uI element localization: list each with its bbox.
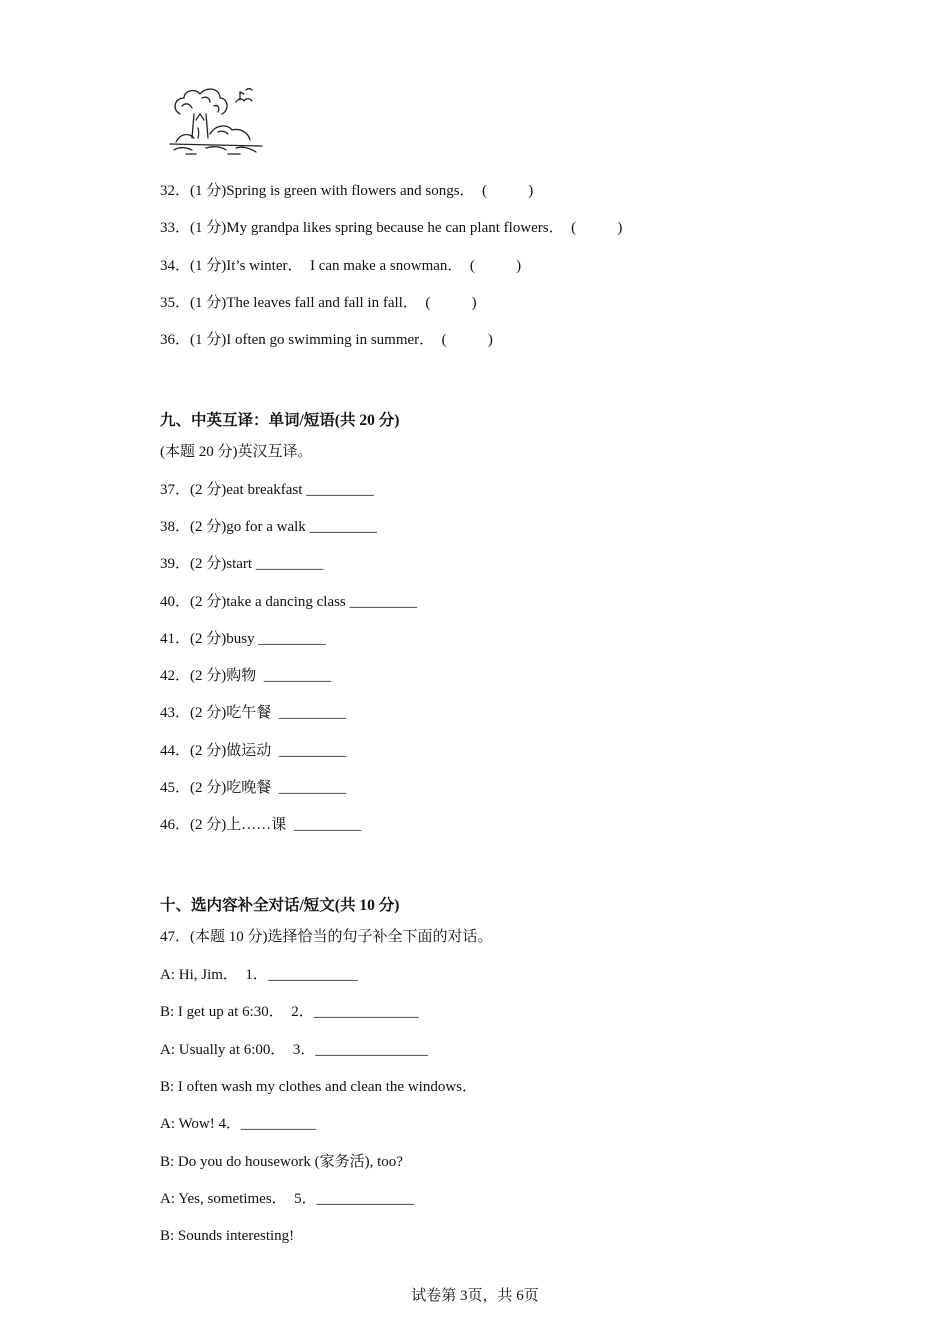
dialogue-line: B: Do you do housework (家务活), too? xyxy=(160,1154,403,1170)
question-41: 41．(2 分)busy _________ xyxy=(160,631,326,647)
dialogue-line: A: Yes, sometimes． 5．_____________ xyxy=(160,1191,415,1207)
question-32: 32．(1 分)Spring is green with flowers and songs． ( ) xyxy=(160,183,534,199)
question-33: 33．(1 分)My grandpa likes spring because he can plant flowers． ( ) xyxy=(160,220,623,236)
question-39: 39．(2 分)start _________ xyxy=(160,556,324,572)
question-35: 35．(1 分)The leaves fall and fall in fall． ( ) xyxy=(160,295,477,311)
dialogue-line: B: Sounds interesting! xyxy=(160,1228,295,1244)
question-47-instruction: 47．(本题 10 分)选择恰当的句子补全下面的对话。 xyxy=(160,929,493,945)
question-42: 42．(2 分)购物 _________ xyxy=(160,668,332,684)
section-10-title: 十、选内容补全对话/短文(共 10 分) xyxy=(160,897,400,914)
question-38: 38．(2 分)go for a walk _________ xyxy=(160,519,378,535)
question-46: 46．(2 分)上……课 _________ xyxy=(160,817,362,833)
question-36: 36．(1 分)I often go swimming in summer． ( ) xyxy=(160,332,493,348)
dialogue-line: B: I get up at 6:30． 2．______________ xyxy=(160,1004,419,1020)
question-37: 37．(2 分)eat breakfast _________ xyxy=(160,482,374,498)
question-43: 43．(2 分)吃午餐 _________ xyxy=(160,705,347,721)
tree-scene-icon xyxy=(166,84,270,160)
dialogue-line: B: I often wash my clothes and clean the windows． xyxy=(160,1079,478,1095)
question-45: 45．(2 分)吃晚餐 _________ xyxy=(160,780,347,796)
dialogue-line: A: Wow! 4．__________ xyxy=(160,1116,317,1132)
question-44: 44．(2 分)做运动 _________ xyxy=(160,743,347,759)
dialogue-line: A: Usually at 6:00． 3．_______________ xyxy=(160,1042,428,1058)
section-9-instruction: (本题 20 分)英汉互译。 xyxy=(160,444,313,460)
page-footer: 试卷第 3页，共 6页 xyxy=(411,1288,539,1304)
section-9-title: 九、中英互译：单词/短语(共 20 分) xyxy=(160,412,400,429)
question-34: 34．(1 分)It’s winter． I can make a snowman． ( ) xyxy=(160,258,522,274)
question-40: 40．(2 分)take a dancing class _________ xyxy=(160,594,418,610)
dialogue-line: A: Hi, Jim． 1．____________ xyxy=(160,967,358,983)
